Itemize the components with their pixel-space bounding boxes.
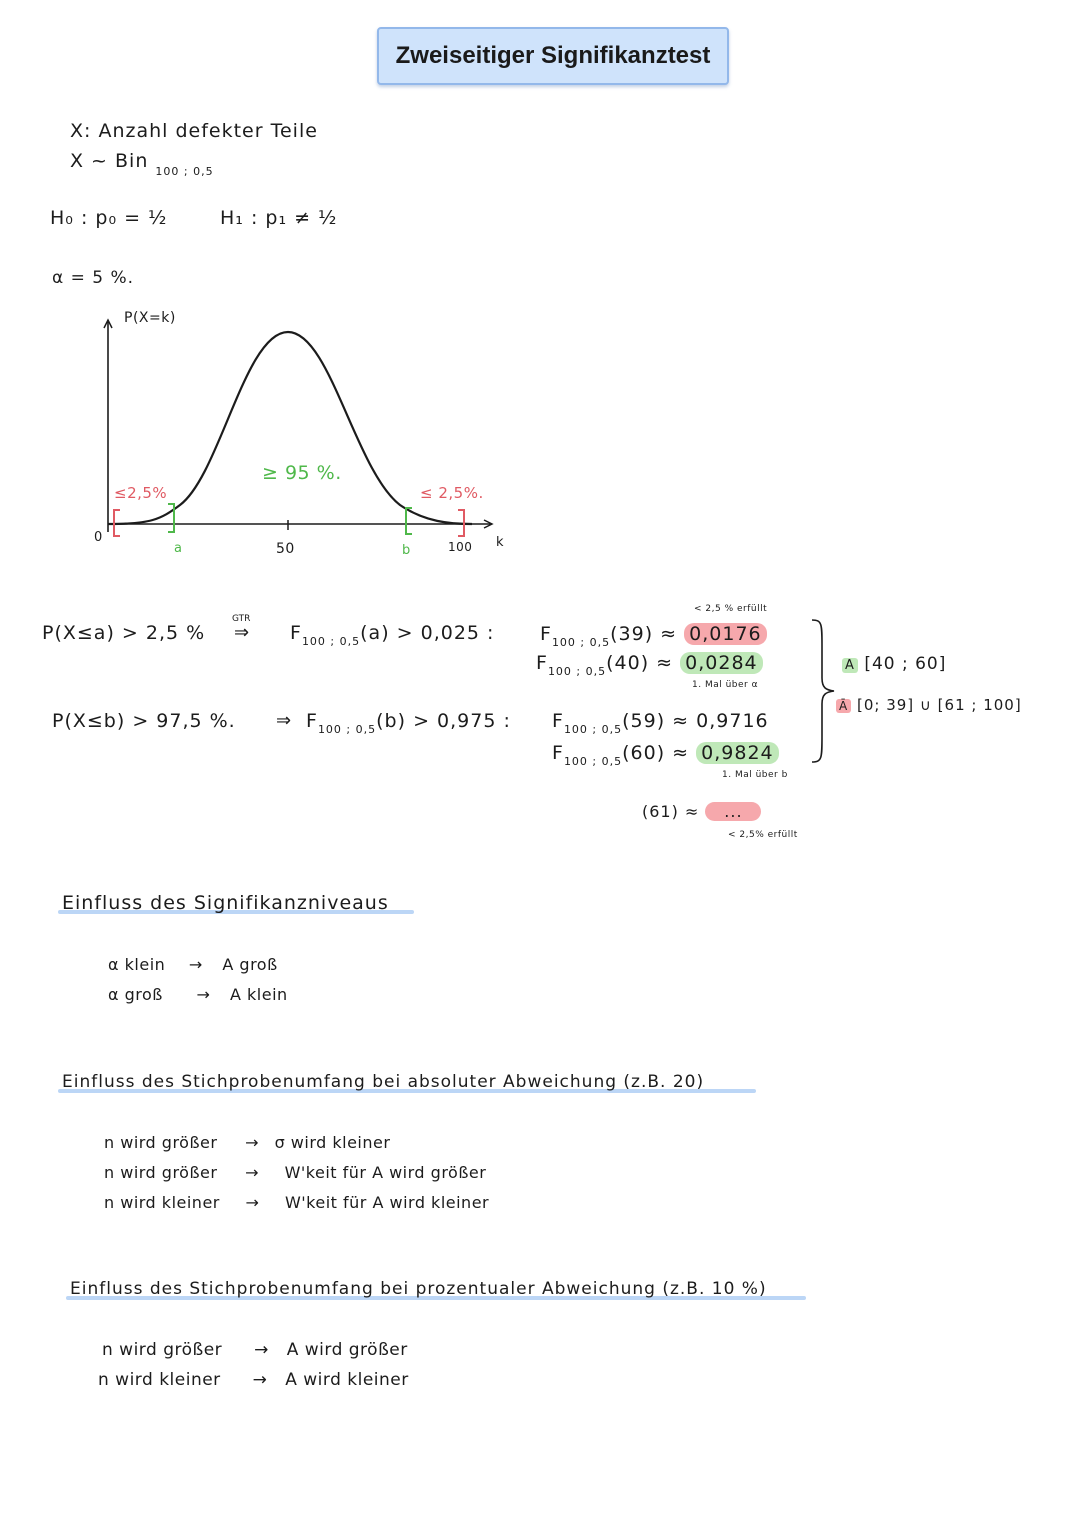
distribution-params: 100 ; 0,5 [155,165,214,178]
section2-row-3-left: n wird kleiner [104,1193,220,1212]
cdf-symbol: F [290,622,302,644]
alternative-hypothesis: H₁ : p₁ ≠ ½ [220,207,338,229]
cdf-39-row [540,623,767,649]
cdf-39-arg: (39) ≈ [610,623,678,645]
section1-row-1-left: α klein [108,955,166,974]
section1-row-1 [108,955,278,974]
origin-label: 0 [94,530,103,545]
y-axis-label: P(X=k) [124,310,176,326]
section2-row-3-arrow: → [245,1193,260,1212]
section2-row-1-right: σ wird kleiner [274,1133,391,1152]
x-axis-label: k [496,535,505,550]
distribution-main: X ~ Bin [70,150,149,172]
cdf-60-value: 0,9824 [696,742,778,764]
cdf-symbol-2: F [306,710,318,732]
section3-row-2-left: n wird kleiner [98,1370,221,1390]
left-tail-label: ≤2,5% [114,484,168,502]
section2-row-2-arrow: → [245,1163,259,1182]
cdf-39-value: 0,0176 [684,623,766,645]
section2-row-3-right: W'keit für A wird kleiner [284,1193,490,1212]
lower-bound-condition: P(X≤a) > 2,5 % [42,622,206,644]
section3-row-1-left: n wird größer [102,1340,223,1360]
section3-row-1-right: A wird größer [286,1340,408,1360]
tick-label-b: b [402,543,411,558]
section1-row-2 [108,985,288,1004]
upper-bound-condition: P(X≤b) > 97,5 %. [52,710,236,732]
cdf-61-value: ... [705,802,761,821]
tick-label-50: 50 [276,541,295,557]
section1-row-1-arrow: → [188,955,203,974]
note-fulfilled-top: < 2,5 % erfüllt [694,604,768,614]
cdf-params-2: 100 ; 0,5 [317,723,377,736]
cdf-59-arg: (59) ≈ [622,710,690,732]
cdf-60-row [552,742,779,768]
lower-bound-cdf-condition [290,622,495,648]
cdf-40-row [536,652,763,678]
section3-row-2-right: A wird kleiner [285,1370,409,1390]
acceptance-region-row [842,654,946,674]
cdf-59-row [552,710,769,736]
section3-heading: Einfluss des Stichprobenumfang bei prozentualer Abweichung (z.B. 10 %) [70,1279,767,1299]
section3-row-2 [98,1370,409,1390]
cdf-59-params: 100 ; 0,5 [563,723,623,736]
section2-row-1-left: n wird größer [104,1133,218,1152]
section2-row-2-right: W'keit für A wird größer [284,1163,487,1182]
section3-row-1-arrow: → [254,1340,269,1360]
section3-row-2-arrow: → [252,1370,268,1390]
section2-row-1-arrow: → [245,1133,259,1152]
cdf-59-symbol: F [552,710,564,732]
section1-row-2-arrow: → [196,985,211,1004]
section1-row-2-left: α groß [108,985,163,1004]
cdf-inequality-2: (b) > 0,975 : [376,710,511,732]
null-hypothesis: H₀ : p₀ = ½ [50,207,168,229]
cdf-40-arg: (40) ≈ [606,652,674,674]
random-variable-definition: X: Anzahl defekter Teile [70,120,318,142]
section2-row-1 [104,1133,390,1152]
acceptance-badge: A [842,658,858,673]
cdf-40-params: 100 ; 0,5 [547,665,607,678]
rejection-badge: Ā [836,699,851,713]
cdf-39-symbol: F [540,623,552,645]
section2-row-2 [104,1163,486,1182]
note-first-above-a: 1. Mal über α [692,680,759,690]
cdf-61-row [642,802,761,821]
cdf-40-symbol: F [536,652,548,674]
cdf-61-arg: (61) ≈ [642,802,700,821]
cdf-59-value: 0,9716 [696,710,769,732]
cdf-inequality: (a) > 0,025 : [360,622,495,644]
acceptance-range: [40 ; 60] [864,654,947,674]
rejection-region-row [836,696,1022,714]
cdf-39-params: 100 ; 0,5 [551,636,611,649]
implies-arrow-2: ⇒ [276,710,292,731]
tick-label-a: a [174,541,183,556]
significance-level: α = 5 %. [52,268,135,288]
section1-heading: Einfluss des Signifikanzniveaus [62,892,389,914]
cdf-60-arg: (60) ≈ [622,742,690,764]
note-fulfilled-bottom: < 2,5% erfüllt [728,830,798,840]
section1-row-2-right: A klein [229,985,288,1004]
center-area-label: ≥ 95 %. [262,462,342,484]
upper-bound-cdf-condition [306,710,511,736]
bell-curve-graph [80,300,540,570]
distribution-line [70,150,214,178]
section3-row-1 [102,1340,408,1360]
cdf-60-params: 100 ; 0,5 [563,755,623,768]
cdf-params: 100 ; 0,5 [301,635,361,648]
tick-label-100: 100 [448,540,473,554]
implies-arrow-1: ⇒ [234,622,250,643]
rejection-range: [0; 39] ∪ [61 ; 100] [857,696,1022,714]
section1-row-1-right: A groß [222,955,278,974]
page-title: Zweiseitiger Signifikanztest [377,27,729,85]
right-tail-label: ≤ 2,5%. [420,484,484,502]
cdf-40-value: 0,0284 [680,652,762,674]
section2-row-2-left: n wird größer [104,1163,218,1182]
curly-brace [808,616,838,766]
gtr-label: GTR [232,614,251,624]
note-first-above-b: 1. Mal über b [722,770,788,780]
section2-heading: Einfluss des Stichprobenumfang bei absoluter Abweichung (z.B. 20) [62,1072,705,1092]
cdf-60-symbol: F [552,742,564,764]
section2-row-3 [104,1193,489,1212]
left-tail-bracket-end [168,504,174,532]
